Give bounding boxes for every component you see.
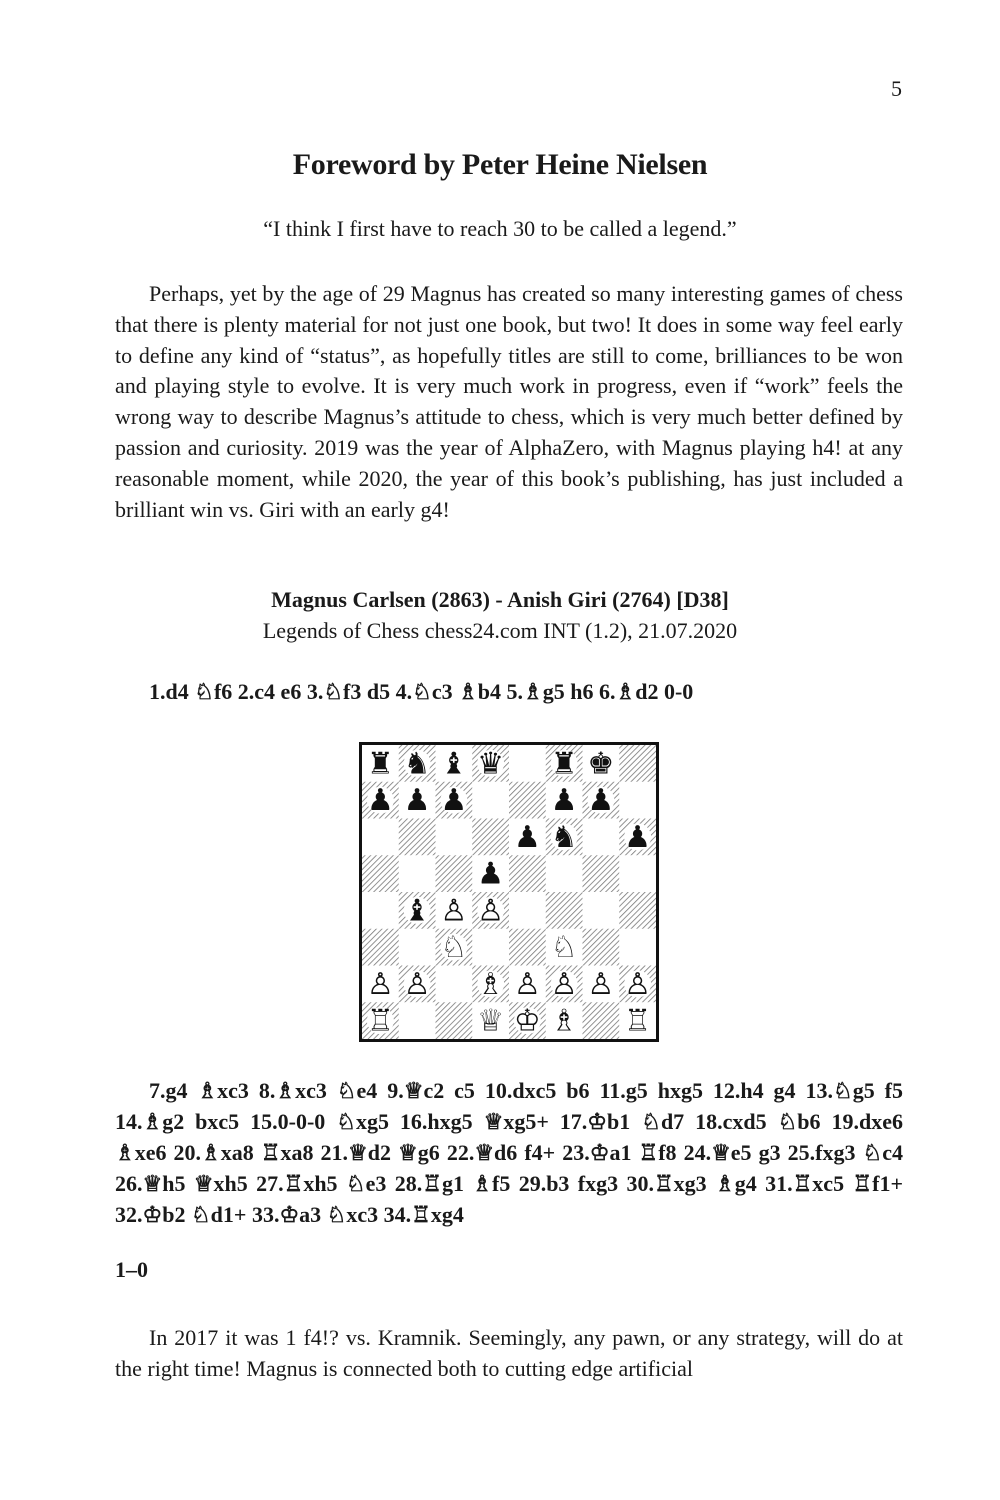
square-b3 xyxy=(399,929,436,966)
square-d3 xyxy=(472,929,509,966)
opening-moves: 1.d4 ♘f6 2.c4 e6 3.♘f3 d5 4.♘c3 ♗b4 5.♗g5 h6 6.♗d2 0-0 xyxy=(149,679,694,704)
white-pawn-icon: ♙ xyxy=(624,966,652,1002)
game-players: Magnus Carlsen (2863) - Anish Giri (2764) [D38] xyxy=(271,587,729,612)
square-g1 xyxy=(583,1002,620,1039)
square-e8 xyxy=(509,745,546,782)
chess-diagram xyxy=(359,742,659,1042)
square-e5 xyxy=(509,855,546,892)
square-g4 xyxy=(583,892,620,929)
game-header xyxy=(0,584,1000,646)
square-b1 xyxy=(399,1002,436,1039)
black-queen-icon: ♛ xyxy=(477,746,505,782)
square-h7 xyxy=(619,782,656,819)
square-g5 xyxy=(583,855,620,892)
game-event: Legends of Chess chess24.com INT (1.2), 21.07.2020 xyxy=(262,618,738,643)
white-knight-icon: ♘ xyxy=(550,930,578,966)
square-a3 xyxy=(362,929,399,966)
black-pawn-icon: ♟ xyxy=(513,819,541,855)
square-h4 xyxy=(619,892,656,929)
black-knight-icon: ♞ xyxy=(550,819,578,855)
main-moves: 7.g4 ♗xc3 8.♗xc3 ♘e4 9.♕c2 c5 10.dxc5 b6 11.g5 hxg5 12.h4 g4 13.♘g5 f5 14.♗g2 bxc5 15.0-0-0 ♘xg5 16.hxg5 ♕xg5+ 17.♔b1 ♘d7 18.cxd5 ♘b6 19.dxe6 ♗xe6 20.♗xa8 ♖xa8 21.♕d2 ♕g6 22.♕d6 f4+ 23.♔a1 ♖f8 24.♕e5 g3 25.fxg3 ♘c4 26.♕h5 ♕xh5 27.♖xh5 ♘e3 28.♖g1 ♗f5 29.b3 fxg3 30.♖xg3 ♗g4 31.♖xc5 ♖f1+ 32.♔b2 ♘d1+ 33.♔a3 ♘xc3 34.♖xg4 xyxy=(115,1078,903,1227)
epigraph-quote: “I think I first have to reach 30 to be called a legend.” xyxy=(263,216,737,241)
chapter-title: Foreword by Peter Heine Nielsen xyxy=(292,148,708,181)
black-pawn-icon: ♟ xyxy=(403,783,431,819)
white-pawn-icon: ♙ xyxy=(550,966,578,1002)
square-g3 xyxy=(583,929,620,966)
white-king-icon: ♔ xyxy=(513,1003,541,1039)
chess-board xyxy=(359,742,659,1042)
white-bishop-icon: ♗ xyxy=(477,966,505,1002)
square-c5 xyxy=(436,855,473,892)
body-paragraph-1: Perhaps, yet by the age of 29 Magnus has created so many interesting games of chess that there is plenty material for not just one book, but two! It does in some way feel early to define any kind of “status”, as hopefully titles are still to come, brilliances to be won and playing style to evolve. It is very much work in progress, even if “work” feels the wrong way to describe Magnus’s attitude to chess, which is very much better defined by passion and curiosity. 2019 was the year of AlphaZero, with Magnus playing h4! at any reasonable moment, while 2020, the year of this book’s publishing, has just included a brilliant win vs. Giri with an early g4! xyxy=(115,281,903,522)
white-knight-icon: ♘ xyxy=(440,930,468,966)
square-a4 xyxy=(362,892,399,929)
black-pawn-icon: ♟ xyxy=(624,819,652,855)
white-pawn-icon: ♙ xyxy=(366,966,394,1002)
square-e7 xyxy=(509,782,546,819)
white-rook-icon: ♖ xyxy=(366,1003,394,1039)
game-result: 1–0 xyxy=(115,1257,148,1282)
square-c1 xyxy=(436,1002,473,1039)
white-pawn-icon: ♙ xyxy=(440,893,468,929)
white-queen-icon: ♕ xyxy=(477,1003,505,1039)
black-pawn-icon: ♟ xyxy=(550,783,578,819)
black-pawn-icon: ♟ xyxy=(366,783,394,819)
square-a6 xyxy=(362,819,399,856)
black-knight-icon: ♞ xyxy=(403,746,431,782)
white-pawn-icon: ♙ xyxy=(403,966,431,1002)
black-rook-icon: ♜ xyxy=(550,746,578,782)
square-a5 xyxy=(362,855,399,892)
black-king-icon: ♚ xyxy=(587,746,615,782)
square-d6 xyxy=(472,819,509,856)
square-h3 xyxy=(619,929,656,966)
square-e3 xyxy=(509,929,546,966)
square-c6 xyxy=(436,819,473,856)
body-paragraph-2: In 2017 it was 1 f4!? vs. Kramnik. Seemingly, any pawn, or any strategy, will do at the right time! Magnus is connected both to cutting edge artificial xyxy=(115,1325,903,1381)
white-rook-icon: ♖ xyxy=(624,1003,652,1039)
white-pawn-icon: ♙ xyxy=(513,966,541,1002)
square-b6 xyxy=(399,819,436,856)
square-h5 xyxy=(619,855,656,892)
white-bishop-icon: ♗ xyxy=(550,1003,578,1039)
black-rook-icon: ♜ xyxy=(366,746,394,782)
black-pawn-icon: ♟ xyxy=(477,856,505,892)
black-bishop-icon: ♝ xyxy=(403,893,431,929)
white-pawn-icon: ♙ xyxy=(477,893,505,929)
square-e4 xyxy=(509,892,546,929)
square-f4 xyxy=(546,892,583,929)
black-pawn-icon: ♟ xyxy=(440,783,468,819)
square-f5 xyxy=(546,855,583,892)
square-g6 xyxy=(583,819,620,856)
square-c2 xyxy=(436,966,473,1003)
square-d7 xyxy=(472,782,509,819)
white-pawn-icon: ♙ xyxy=(587,966,615,1002)
black-bishop-icon: ♝ xyxy=(440,746,468,782)
black-pawn-icon: ♟ xyxy=(587,783,615,819)
page-number: 5 xyxy=(891,76,902,101)
square-h8 xyxy=(619,745,656,782)
square-b5 xyxy=(399,855,436,892)
